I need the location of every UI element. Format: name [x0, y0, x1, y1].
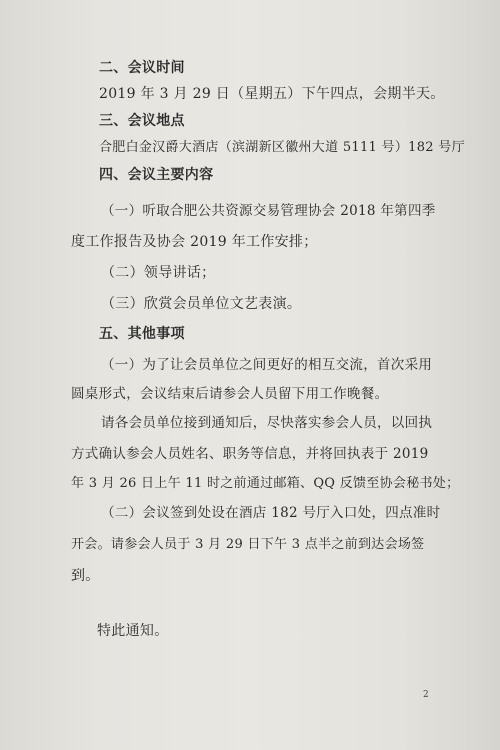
- content-item3: （三）欣赏会员单位文艺表演。: [101, 296, 302, 312]
- other-para-line2: 方式确认参会人员姓名、职务等信息，并将回执表于 2019: [71, 446, 429, 462]
- closing-text: 特此通知。: [97, 623, 169, 639]
- section-time-text: 2019 年 3 月 29 日（星期五）下午四点，会期半天。: [99, 86, 445, 102]
- other-para-line1: 请各会员单位接到通知后，尽快落实参会人员，以回执: [101, 415, 433, 431]
- other-item2-line3: 到。: [71, 568, 100, 584]
- section-content-heading: 四、会议主要内容: [99, 167, 214, 183]
- other-para-line3: 年 3 月 26 日上午 11 时之前通过邮箱、QQ 反馈至协会秘书处；: [71, 476, 460, 491]
- page-number: 2: [423, 690, 429, 700]
- section-time-heading: 二、会议时间: [99, 60, 185, 76]
- section-location-heading: 三、会议地点: [99, 113, 185, 129]
- other-item2-line2: 开会。请参会人员于 3 月 29 日下午 3 点半之前到达会场签: [71, 537, 425, 552]
- section-location-text: 合肥白金汉爵大酒店（滨湖新区徽州大道 5111 号）182 号厅: [99, 140, 465, 155]
- content-item1-line2: 度工作报告及协会 2019 年工作安排；: [71, 234, 318, 250]
- other-item1-line1: （一）为了让会员单位之间更好的相互交流，首次采用: [101, 357, 433, 373]
- section-other-heading: 五、其他事项: [99, 326, 185, 342]
- other-item1-line2: 圆桌形式，会议结束后请参会人员留下用工作晚餐。: [71, 386, 389, 402]
- other-item2-line1: （二）会议签到处设在酒店 182 号厅入口处，四点准时: [101, 505, 441, 521]
- content-item1-line1: （一）听取合肥公共资源交易管理协会 2018 年第四季: [101, 203, 436, 219]
- content-item2: （二）领导讲话；: [101, 265, 216, 281]
